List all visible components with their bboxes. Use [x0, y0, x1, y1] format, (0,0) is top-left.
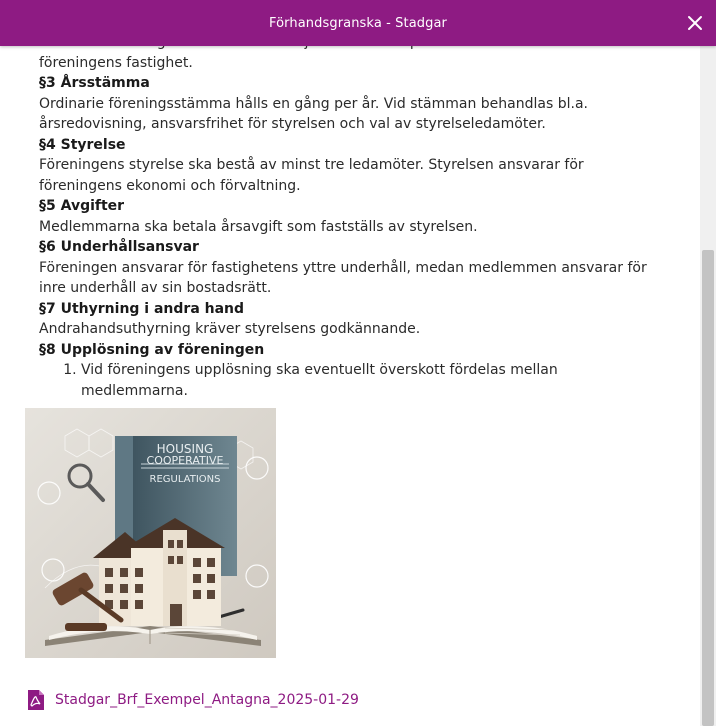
list-item: 1. Vid föreningens upplösning ska eventuellt överskott fördelas mellan medlemmarna.	[81, 360, 669, 401]
numbered-list	[39, 360, 669, 401]
section-text: Ordinarie föreningsstämma hålls en gång per år. Vid stämman behandlas bl.a. årsredovisning, ansvarsfrihet för styrelsen och val av styrelseledamöter.	[39, 95, 588, 132]
section-heading: §4 Styrelse	[39, 136, 126, 153]
document-body	[39, 32, 669, 401]
housing-cooperative-illustration	[25, 408, 276, 658]
section-heading: §8 Upplösning av föreningen	[39, 341, 265, 358]
section-heading: §6 Underhållsansvar	[39, 239, 199, 255]
vertical-scrollbar[interactable]	[700, 46, 716, 726]
attachment-link[interactable]	[27, 689, 359, 711]
scrollbar-thumb[interactable]	[702, 250, 714, 726]
close-button[interactable]	[686, 14, 704, 32]
book-title-line3: REGULATIONS	[149, 474, 221, 485]
dialog-title: Förhandsgranska - Stadgar	[269, 15, 447, 31]
section-text: Föreningen ansvarar för fastighetens yttre underhåll, medan medlemmen ansvarar för inre underhåll av sin bostadsrätt.	[39, 259, 647, 296]
section-heading: §5 Avgifter	[39, 198, 125, 214]
intro-text: föreningens fastighet.	[39, 54, 193, 71]
book-title-line1: HOUSING	[156, 442, 214, 456]
preview-content	[0, 46, 698, 726]
attachment-filename: Stadgar_Brf_Exempel_Antagna_2025-01-29	[55, 692, 359, 708]
close-icon	[686, 14, 704, 32]
section-text: Andrahandsuthyrning kräver styrelsens godkännande.	[39, 321, 421, 337]
section-heading: §3 Årsstämma	[39, 75, 150, 91]
section-text: Föreningens styrelse ska bestå av minst tre ledamöter. Styrelsen ansvarar för föreningens ekonomi och förvaltning.	[39, 157, 584, 194]
section-heading: §7 Uthyrning i andra hand	[39, 300, 245, 317]
section-text: Medlemmarna ska betala årsavgift som fastställs av styrelsen.	[39, 218, 478, 235]
pdf-icon	[27, 689, 45, 711]
dialog-header	[0, 0, 716, 46]
book-title-line2: COOPERATIVE	[146, 454, 224, 467]
